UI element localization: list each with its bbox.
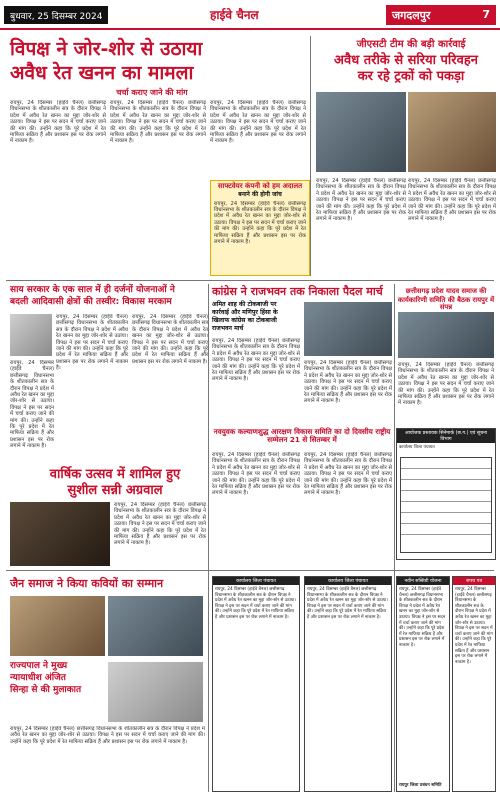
- box-item: [210, 180, 310, 276]
- table-row: [401, 524, 491, 535]
- subsidy-ad-title: नवीन सब्सिडी योजना: [397, 577, 449, 585]
- jain-photo-1: [10, 596, 105, 656]
- mid-center-body-col1: रायपुर, 24 दिसम्बर (हाईवे चैनल) छत्तीसगढ़ विधानसभा के शीतकालीन सत्र के दौरान विपक्ष ने प्रदेश में अवैध रेत खनन का मुद्दा जोर-शोर से उठाया। विपक्ष ने इस पर सदन में चर्चा कराए जाने की मांग की। उन्होंने कहा कि पूरे प्रदेश में रेत माफिया सक्रिय हैं और प्रशासन इस पर रोक लगाने में नाकाम है।: [212, 338, 300, 383]
- column-rule-2: [394, 284, 395, 792]
- mid-right-photo: [398, 312, 494, 358]
- chief-justice-body: रायपुर, 24 दिसम्बर (हाईवे चैनल) छत्तीसगढ़ विधानसभा के शीतकालीन सत्र के दौरान विपक्ष ने प्रदेश में अवैध रेत खनन का मुद्दा जोर-शोर से उठाया। विपक्ष ने इस पर सदन में चर्चा कराए जाने की मांग की। उन्होंने कहा कि पूरे प्रदेश में रेत माफिया सक्रिय हैं और प्रशासन इस पर रोक लगाने में नाकाम है।: [10, 726, 205, 745]
- mid-left-headline-1: साय सरकार के एक साल में ही दर्जनों योजनाओं ने: [10, 285, 175, 295]
- table-row: [401, 513, 491, 524]
- column-rule-3: [310, 36, 311, 276]
- masthead-city: जगदलपुर: [392, 9, 431, 22]
- top-left-body-col1: रायपुर, 24 दिसम्बर (हाईवे चैनल) छत्तीसगढ़ विधानसभा के शीतकालीन सत्र के दौरान विपक्ष ने प्रदेश में अवैध रेत खनन का मुद्दा जोर-शोर से उठाया। विपक्ष ने इस पर सदन में चर्चा कराए जाने की मांग की। उन्होंने कहा कि पूरे प्रदेश में रेत माफिया सक्रिय हैं और प्रशासन इस पर रोक लगाने में नाकाम है।: [10, 100, 106, 145]
- tender-notice-table: [400, 457, 492, 553]
- mid-center-subhead-1: अमित शाह की टोकबाजी पर: [212, 301, 277, 308]
- annual-event-body: रायपुर, 24 दिसम्बर (हाईवे चैनल) छत्तीसगढ़ विधानसभा के शीतकालीन सत्र के दौरान विपक्ष ने प्रदेश में अवैध रेत खनन का मुद्दा जोर-शोर से उठाया। विपक्ष ने इस पर सदन में चर्चा कराए जाने की मांग की। उन्होंने कहा कि पूरे प्रदेश में रेत माफिया सक्रिय हैं और प्रशासन इस पर रोक लगाने में नाकाम है।: [114, 502, 206, 547]
- notice-card-1: [212, 576, 300, 792]
- top-left-headline-1: विपक्ष ने जोर-शोर से उठाया: [10, 38, 203, 60]
- box-item-headline: साफ्टवेयर कंपनी को हम अदालत: [217, 182, 303, 190]
- ayurveda-body-col2: रायपुर, 24 दिसम्बर (हाईवे चैनल) छत्तीसगढ़ विधानसभा के शीतकालीन सत्र के दौरान विपक्ष ने प्रदेश में अवैध रेत खनन का मुद्दा जोर-शोर से उठाया। विपक्ष ने इस पर सदन में चर्चा कराए जाने की मांग की। उन्होंने कहा कि पूरे प्रदेश में रेत माफिया सक्रिय हैं और प्रशासन इस पर रोक लगाने में नाकाम है।: [304, 452, 392, 497]
- mid-center-subhead-4: राजभवन मार्च: [212, 325, 244, 332]
- ayurveda-body-col1: रायपुर, 24 दिसम्बर (हाईवे चैनल) छत्तीसगढ़ विधानसभा के शीतकालीन सत्र के दौरान विपक्ष ने प्रदेश में अवैध रेत खनन का मुद्दा जोर-शोर से उठाया। विपक्ष ने इस पर सदन में चर्चा कराए जाने की मांग की। उन्होंने कहा कि पूरे प्रदेश में रेत माफिया सक्रिय हैं और प्रशासन इस पर रोक लगाने में नाकाम है।: [212, 452, 300, 497]
- masthead: [0, 0, 500, 30]
- notice-card-1-title: कार्यालय जिला पंचायत: [213, 577, 299, 585]
- masthead-paper-name: हाईवे चैनल: [210, 8, 259, 22]
- table-row: [401, 458, 491, 469]
- top-right-headline-3: कर रहे ट्रकों को पकड़ा: [357, 69, 465, 84]
- chief-justice-photo: [108, 662, 203, 722]
- mid-center-photo: [304, 302, 392, 356]
- mid-left-body-col2: रायपुर, 24 दिसम्बर (हाईवे चैनल) छत्तीसगढ़ विधानसभा के शीतकालीन सत्र के दौरान विपक्ष ने प्रदेश में अवैध रेत खनन का मुद्दा जोर-शोर से उठाया। विपक्ष ने इस पर सदन में चर्चा कराए जाने की मांग की। उन्होंने कहा कि पूरे प्रदेश में रेत माफिया सक्रिय हैं और प्रशासन इस पर रोक लगाने में नाकाम है।: [132, 314, 208, 365]
- top-right-body-col2: रायपुर, 24 दिसम्बर (हाईवे चैनल) छत्तीसगढ़ विधानसभा के शीतकालीन सत्र के दौरान विपक्ष ने प्रदेश में अवैध रेत खनन का मुद्दा जोर-शोर से उठाया। विपक्ष ने इस पर सदन में चर्चा कराए जाने की मांग की। उन्होंने कहा कि पूरे प्रदेश में रेत माफिया सक्रिय हैं और प्रशासन इस पर रोक लगाने में नाकाम है।: [408, 178, 496, 223]
- top-left-headline-2: अवैध रेत खनन का मामला: [10, 62, 194, 84]
- notice-card-2-title: कार्यालय जिला पंचायत: [305, 577, 391, 585]
- table-row: [401, 502, 491, 513]
- jain-headline: जैन समाज ने किया कवियों का सम्मान: [10, 577, 164, 590]
- tender-notice-ad: [396, 428, 496, 560]
- subsidy-ad: [396, 576, 450, 792]
- top-right-body-col1: रायपुर, 24 दिसम्बर (हाईवे चैनल) छत्तीसगढ़ विधानसभा के शीतकालीन सत्र के दौरान विपक्ष ने प्रदेश में अवैध रेत खनन का मुद्दा जोर-शोर से उठाया। विपक्ष ने इस पर सदन में चर्चा कराए जाने की मांग की। उन्होंने कहा कि पूरे प्रदेश में रेत माफिया सक्रिय हैं और प्रशासन इस पर रोक लगाने में नाकाम है।: [316, 178, 406, 223]
- mid-center-subhead-2: कार्रवाई और मणिपुर हिंसा के: [212, 309, 278, 316]
- mid-left-headline-2: बदली आदिवासी क्षेत्रों की तस्वीर: विकास मरकाम: [10, 297, 172, 307]
- mid-left-body-col1: रायपुर, 24 दिसम्बर (हाईवे चैनल) छत्तीसगढ़ विधानसभा के शीतकालीन सत्र के दौरान विपक्ष ने प्रदेश में अवैध रेत खनन का मुद्दा जोर-शोर से उठाया। विपक्ष ने इस पर सदन में चर्चा कराए जाने की मांग की। उन्होंने कहा कि पूरे प्रदेश में रेत माफिया सक्रिय हैं और प्रशासन इस पर रोक लगाने में नाकाम है।: [56, 314, 128, 372]
- section-divider-1: [6, 280, 494, 281]
- mid-right-headline-1: छत्तीसगढ़ प्रदेश यादव समाज की: [405, 287, 487, 295]
- subsidy-ad-contact: रायपुर जिला प्रबंधन समिति: [399, 783, 442, 789]
- top-right-photo-1: [316, 92, 406, 172]
- notice-card-2-body: रायपुर, 24 दिसम्बर (हाईवे चैनल) छत्तीसगढ़ विधानसभा के शीतकालीन सत्र के दौरान विपक्ष ने प्रदेश में अवैध रेत खनन का मुद्दा जोर-शोर से उठाया। विपक्ष ने इस पर सदन में चर्चा कराए जाने की मांग की। उन्होंने कहा कि पूरे प्रदेश में रेत माफिया सक्रिय हैं और प्रशासन इस पर रोक लगाने में नाकाम है।: [307, 587, 388, 620]
- tender-notice-org: कार्यालय जिला पंचायत: [399, 445, 435, 450]
- column-rule-1: [208, 284, 209, 792]
- affidavit-notice-title: शपथ पत्र: [453, 577, 495, 585]
- notice-card-2: [304, 576, 392, 792]
- mid-right-body: रायपुर, 24 दिसम्बर (हाईवे चैनल) छत्तीसगढ़ विधानसभा के शीतकालीन सत्र के दौरान विपक्ष ने प्रदेश में अवैध रेत खनन का मुद्दा जोर-शोर से उठाया। विपक्ष ने इस पर सदन में चर्चा कराए जाने की मांग की। उन्होंने कहा कि पूरे प्रदेश में रेत माफिया सक्रिय हैं और प्रशासन इस पर रोक लगाने में नाकाम है।: [398, 362, 494, 407]
- top-right-headline-2: अवैध तरीके से सरिया परिवहन: [334, 53, 478, 68]
- ayurveda-headline: नवयुवक कल्याणशुद्ध आरक्षण विकास समिति का दो दिवसीय राष्ट्रीय सम्मेलन 21 से सितम्बर में: [213, 427, 391, 444]
- mid-right-headline-2: कार्यकारिणी समिति की बैठक रायपुर में संपन्न: [397, 296, 495, 312]
- chief-justice-headline-3: सिन्हा से की मुलाकात: [10, 685, 82, 695]
- top-right-photo-2: [408, 92, 496, 172]
- affidavit-notice: [452, 576, 496, 792]
- masthead-page-number: 7: [482, 8, 490, 21]
- masthead-date: बुधवार, 25 दिसम्बर 2024: [4, 6, 108, 24]
- notice-card-1-body: रायपुर, 24 दिसम्बर (हाईवे चैनल) छत्तीसगढ़ विधानसभा के शीतकालीन सत्र के दौरान विपक्ष ने प्रदेश में अवैध रेत खनन का मुद्दा जोर-शोर से उठाया। विपक्ष ने इस पर सदन में चर्चा कराए जाने की मांग की। उन्होंने कहा कि पूरे प्रदेश में रेत माफिया सक्रिय हैं और प्रशासन इस पर रोक लगाने में नाकाम है।: [215, 587, 296, 620]
- table-row: [401, 469, 491, 480]
- chief-justice-headline-1: राज्यपाल ने मुख्य: [10, 661, 68, 671]
- top-right-headline-1: जीएसटी टीम की बड़ी कार्रवाई: [356, 39, 466, 50]
- section-divider-2: [6, 570, 494, 571]
- subsidy-ad-body: रायपुर, 24 दिसम्बर (हाईवे चैनल) छत्तीसगढ़ विधानसभा के शीतकालीन सत्र के दौरान विपक्ष ने प्रदेश में अवैध रेत खनन का मुद्दा जोर-शोर से उठाया। विपक्ष ने इस पर सदन में चर्चा कराए जाने की मांग की। उन्होंने कहा कि पूरे प्रदेश में रेत माफिया सक्रिय हैं और प्रशासन इस पर रोक लगाने में नाकाम है।: [399, 587, 446, 648]
- box-item-subhead: बनाने की होगी जांच: [238, 191, 282, 199]
- jain-photo-2: [108, 596, 203, 656]
- affidavit-notice-body: रायपुर, 24 दिसम्बर (हाईवे चैनल) छत्तीसगढ़ विधानसभा के शीतकालीन सत्र के दौरान विपक्ष ने प्रदेश में अवैध रेत खनन का मुद्दा जोर-शोर से उठाया। विपक्ष ने इस पर सदन में चर्चा कराए जाने की मांग की। उन्होंने कहा कि पूरे प्रदेश में रेत माफिया सक्रिय हैं और प्रशासन इस पर रोक लगाने में नाकाम है।: [455, 587, 493, 665]
- mid-center-subhead-3: खिलाफ कांग्रेस का टोकबाजी: [212, 317, 277, 324]
- top-left-body-col3: रायपुर, 24 दिसम्बर (हाईवे चैनल) छत्तीसगढ़ विधानसभा के शीतकालीन सत्र के दौरान विपक्ष ने प्रदेश में अवैध रेत खनन का मुद्दा जोर-शोर से उठाया। विपक्ष ने इस पर सदन में चर्चा कराए जाने की मांग की। उन्होंने कहा कि पूरे प्रदेश में रेत माफिया सक्रिय हैं और प्रशासन इस पर रोक लगाने में नाकाम है।: [210, 100, 306, 145]
- mid-center-headline: कांग्रेस ने राजभवन तक निकाला पैदल मार्च: [212, 285, 383, 298]
- annual-event-photo-1: [10, 502, 110, 566]
- annual-event-headline-2: सुशील सन्नी अग्रवाल: [67, 483, 163, 498]
- table-row: [401, 491, 491, 502]
- masthead-city-box: [386, 5, 496, 25]
- mid-left-body-col0: रायपुर, 24 दिसम्बर (हाईवे चैनल) छत्तीसगढ़ विधानसभा के शीतकालीन सत्र के दौरान विपक्ष ने प्रदेश में अवैध रेत खनन का मुद्दा जोर-शोर से उठाया। विपक्ष ने इस पर सदन में चर्चा कराए जाने की मांग की। उन्होंने कहा कि पूरे प्रदेश में रेत माफिया सक्रिय हैं और प्रशासन इस पर रोक लगाने में नाकाम है।: [10, 360, 54, 450]
- mid-left-portrait: [10, 314, 52, 356]
- annual-event-headline-1: वार्षिक उत्सव में शामिल हुए: [49, 467, 181, 482]
- tender-notice-title: आयोजक प्रस्तावक सिनेमार्क (छ.ग.) एवं सूचना विभाग: [397, 429, 495, 443]
- table-row: [401, 480, 491, 491]
- chief-justice-headline-2: न्यायाधीश अंजित: [10, 673, 66, 683]
- box-item-body: रायपुर, 24 दिसम्बर (हाईवे चैनल) छत्तीसगढ़ विधानसभा के शीतकालीन सत्र के दौरान विपक्ष ने प्रदेश में अवैध रेत खनन का मुद्दा जोर-शोर से उठाया। विपक्ष ने इस पर सदन में चर्चा कराए जाने की मांग की। उन्होंने कहा कि पूरे प्रदेश में रेत माफिया सक्रिय हैं और प्रशासन इस पर रोक लगाने में नाकाम है।: [214, 200, 306, 246]
- top-left-subhead: चर्चा कराए जाने की मांग: [116, 88, 188, 97]
- top-left-body-col2: रायपुर, 24 दिसम्बर (हाईवे चैनल) छत्तीसगढ़ विधानसभा के शीतकालीन सत्र के दौरान विपक्ष ने प्रदेश में अवैध रेत खनन का मुद्दा जोर-शोर से उठाया। विपक्ष ने इस पर सदन में चर्चा कराए जाने की मांग की। उन्होंने कहा कि पूरे प्रदेश में रेत माफिया सक्रिय हैं और प्रशासन इस पर रोक लगाने में नाकाम है।: [110, 100, 206, 145]
- mid-center-body-col2: रायपुर, 24 दिसम्बर (हाईवे चैनल) छत्तीसगढ़ विधानसभा के शीतकालीन सत्र के दौरान विपक्ष ने प्रदेश में अवैध रेत खनन का मुद्दा जोर-शोर से उठाया। विपक्ष ने इस पर सदन में चर्चा कराए जाने की मांग की। उन्होंने कहा कि पूरे प्रदेश में रेत माफिया सक्रिय हैं और प्रशासन इस पर रोक लगाने में नाकाम है।: [304, 360, 392, 405]
